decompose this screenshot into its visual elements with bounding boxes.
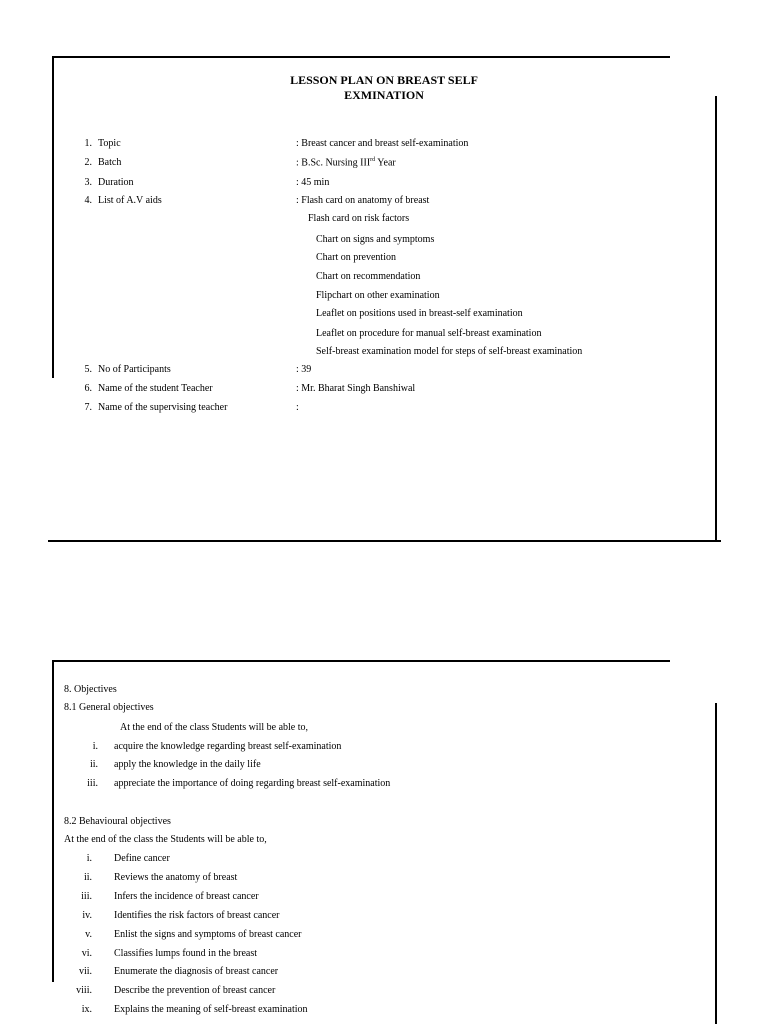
item-label-av-aids: List of A.V aids bbox=[98, 195, 162, 206]
list-number: iv. bbox=[82, 910, 92, 921]
av-aid-item: Chart on signs and symptoms bbox=[316, 234, 435, 245]
behavioural-objectives-heading: 8.2 Behavioural objectives bbox=[64, 816, 171, 827]
list-number: iii. bbox=[81, 891, 92, 902]
item-number: 1. bbox=[84, 138, 92, 149]
item-label-duration: Duration bbox=[98, 177, 134, 188]
behavioural-objectives-intro: At the end of the class the Students will be able to, bbox=[64, 834, 267, 845]
general-objective-item: apply the knowledge in the daily life bbox=[114, 759, 261, 770]
list-number: vi. bbox=[81, 948, 92, 959]
objectives-heading: 8. Objectives bbox=[64, 684, 117, 695]
item-value-student-teacher: : Mr. Bharat Singh Banshiwal bbox=[296, 383, 416, 394]
behavioural-objective-item: Identifies the risk factors of breast cancer bbox=[114, 910, 280, 921]
item-number: 5. bbox=[84, 364, 92, 375]
item-value-batch bbox=[296, 157, 396, 168]
item-number: 2. bbox=[84, 157, 92, 168]
item-number: 6. bbox=[84, 383, 92, 394]
item-value-participants: : 39 bbox=[296, 364, 312, 375]
general-objective-item: appreciate the importance of doing regarding breast self-examination bbox=[114, 778, 391, 789]
av-aid-item: Flipchart on other examination bbox=[316, 290, 440, 301]
page2-right-border bbox=[715, 703, 717, 1024]
item-value-av-aids: : Flash card on anatomy of breast bbox=[296, 195, 430, 206]
behavioural-objective-item: Define cancer bbox=[114, 853, 170, 864]
page2-top-border bbox=[52, 660, 670, 662]
list-number: ix. bbox=[81, 1004, 92, 1015]
list-number: ii. bbox=[89, 759, 98, 770]
list-number: iii. bbox=[87, 778, 98, 789]
av-aid-item: Chart on prevention bbox=[316, 252, 396, 263]
behavioural-objective-item: Enumerate the diagnosis of breast cancer bbox=[114, 966, 279, 977]
list-number: viii. bbox=[76, 985, 92, 996]
general-objectives-heading: 8.1 General objectives bbox=[64, 702, 154, 713]
item-label-batch: Batch bbox=[98, 157, 122, 168]
behavioural-objective-item: Classifies lumps found in the breast bbox=[114, 948, 258, 959]
general-objectives-intro: At the end of the class Students will be able to, bbox=[120, 722, 309, 733]
behavioural-objective-item: Infers the incidence of breast cancer bbox=[114, 891, 259, 902]
page-title-line2: EXMINATION bbox=[344, 88, 424, 102]
av-aid-item: Chart on recommendation bbox=[316, 271, 421, 282]
av-aid-item: Leaflet on positions used in breast-self examination bbox=[316, 308, 523, 319]
item-value-duration: : 45 min bbox=[296, 177, 330, 188]
behavioural-objective-item: Reviews the anatomy of breast bbox=[114, 872, 238, 883]
list-number: v. bbox=[85, 929, 92, 940]
behavioural-objective-item: Describe the prevention of breast cancer bbox=[114, 985, 276, 996]
item-value-topic: : Breast cancer and breast self-examination bbox=[296, 138, 469, 149]
general-objective-item: acquire the knowledge regarding breast self-examination bbox=[114, 741, 342, 752]
page1-left-border bbox=[52, 56, 54, 378]
batch-value-text: : B.Sc. Nursing III bbox=[296, 157, 371, 169]
list-number: vii. bbox=[78, 966, 92, 977]
av-aid-item: Self-breast examination model for steps of self-breast examination bbox=[316, 346, 583, 357]
item-label-supervising-teacher: Name of the supervising teacher bbox=[98, 402, 228, 413]
page1-right-border bbox=[715, 96, 717, 542]
item-number: 4. bbox=[84, 195, 92, 206]
list-number: ii. bbox=[83, 872, 92, 883]
batch-value-superscript: rd bbox=[370, 157, 376, 163]
item-number: 3. bbox=[84, 177, 92, 188]
list-number: i. bbox=[86, 853, 92, 864]
item-label-participants: No of Participants bbox=[98, 364, 171, 375]
batch-value-suffix: Year bbox=[375, 157, 396, 169]
item-label-topic: Topic bbox=[98, 138, 121, 149]
page2-left-border bbox=[52, 660, 54, 982]
item-value-supervising-teacher: : bbox=[296, 402, 299, 413]
av-aid-item: Flash card on risk factors bbox=[308, 213, 410, 224]
behavioural-objective-item: Explains the meaning of self-breast examination bbox=[114, 1004, 308, 1015]
page1-top-border bbox=[52, 56, 670, 58]
av-aid-item: Leaflet on procedure for manual self-breast examination bbox=[316, 328, 542, 339]
page1-bottom-border bbox=[48, 540, 721, 542]
list-number: i. bbox=[92, 741, 98, 752]
item-number: 7. bbox=[84, 402, 92, 413]
behavioural-objective-item: Enlist the signs and symptoms of breast cancer bbox=[114, 929, 302, 940]
item-label-student-teacher: Name of the student Teacher bbox=[98, 383, 213, 394]
page-title-line1: LESSON PLAN ON BREAST SELF bbox=[290, 73, 478, 87]
